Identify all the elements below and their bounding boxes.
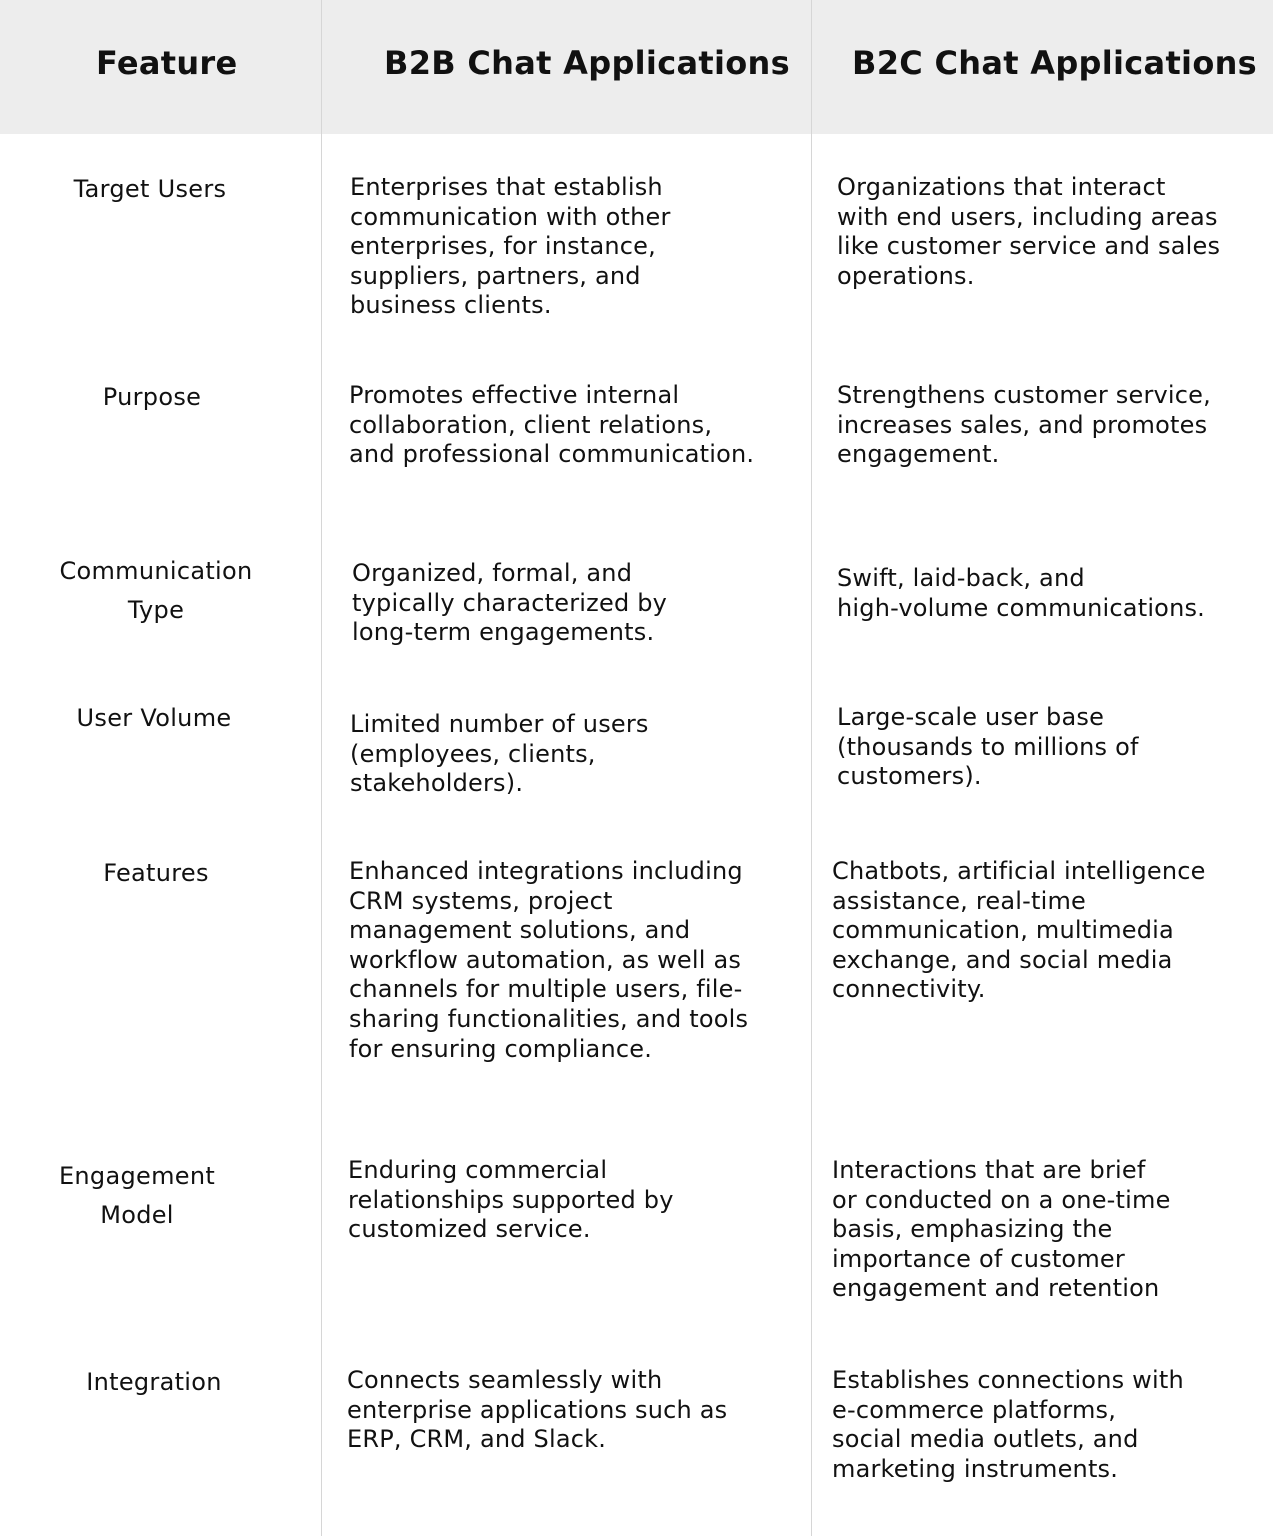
row-b2b-user-volume: Limited number of users (employees, clients, stakeholders). [350,710,649,798]
column-divider-2 [811,0,812,1536]
row-feature-communication-type: Communication Type [59,557,253,624]
row-b2b-purpose: Promotes effective internal collaboration, client relations, and professional communication. [349,381,755,469]
row-b2c-user-volume: Large-scale user base (thousands to millions of customers). [837,703,1139,791]
row-b2c-engagement-model: Interactions that are brief or conducted on a one-time basis, emphasizing the importance of customer engagement and retention [832,1156,1171,1303]
row-feature-features: Features [103,859,209,887]
row-b2c-communication-type: Swift, laid-back, and high-volume communications. [837,564,1206,622]
row-feature-integration: Integration [86,1368,222,1396]
row-b2b-engagement-model: Enduring commercial relationships supported by customized service. [348,1156,674,1244]
header-feature: Feature [96,44,238,82]
row-feature-purpose: Purpose [102,383,202,411]
row-b2c-target-users: Organizations that interact with end users, including areas like customer service and sales operations. [837,173,1221,290]
row-b2c-features: Chatbots, artificial intelligence assistance, real-time communication, multimedia exchange, and social media connectivity. [832,857,1206,1004]
row-b2b-communication-type: Organized, formal, and typically characterized by long-term engagements. [352,559,668,647]
row-b2b-features: Enhanced integrations including CRM systems, project management solutions, and workflow automation, as well as channels for multiple users, file- sharing functionalities, and tools for ensuring compliance. [349,857,749,1063]
row-b2c-purpose: Strengthens customer service, increases sales, and promotes engagement. [837,381,1211,469]
row-feature-user-volume: User Volume [76,704,232,732]
row-b2b-target-users: Enterprises that establish communication with other enterprises, for instance, suppliers, partners, and business clients. [350,173,671,320]
row-b2c-integration: Establishes connections with e-commerce platforms, social media outlets, and marketing instruments. [832,1366,1184,1483]
column-divider-1 [321,0,322,1536]
row-b2b-integration: Connects seamlessly with enterprise applications such as ERP, CRM, and Slack. [347,1366,728,1454]
row-feature-target-users: Target Users [73,175,227,203]
header-b2b: B2B Chat Applications [384,44,790,82]
header-b2c: B2C Chat Applications [852,44,1258,82]
row-feature-engagement-model: Engagement Model [58,1162,216,1229]
